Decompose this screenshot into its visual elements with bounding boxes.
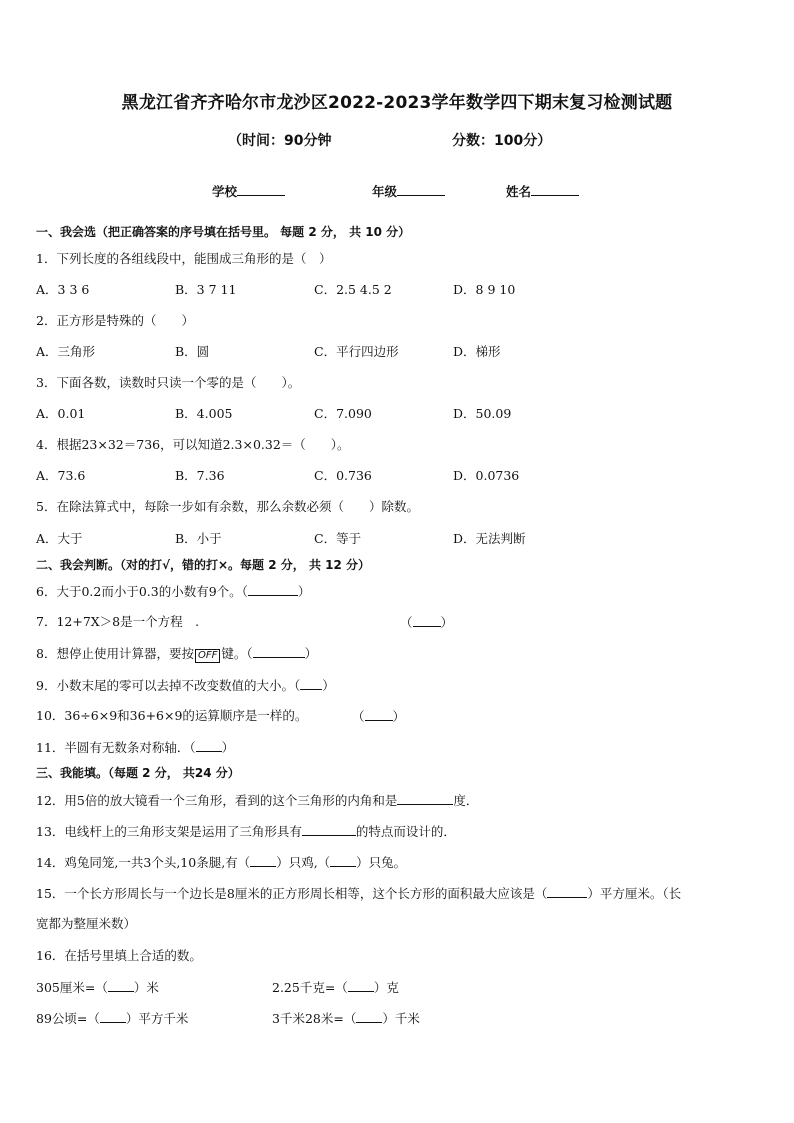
q16a-text-post: ）米 (133, 980, 159, 995)
grade-label: 年级 (372, 184, 398, 199)
q1-option-b: B．3 7 11 (175, 282, 237, 297)
exam-time: （时间：90分钟 (228, 133, 332, 149)
q1-option-a: A．3 3 6 (36, 282, 90, 297)
question-10-close: ） (392, 709, 406, 724)
question-3: 3．下面各数，读数时只读一个零的是（ ）。 (36, 375, 301, 390)
q16d-text-post: ）千米 (382, 1011, 420, 1026)
q4-option-a: A．73.6 (36, 468, 86, 483)
question-11 (36, 739, 234, 756)
question-15-text: 15．一个长方形周长与一个边长是8厘米的正方形周长相等，这个长方形的面积最大应该是（ (36, 886, 548, 901)
question-12-text: 12．用5倍的放大镜看一个三角形，看到的这个三角形的内角和是 (36, 793, 398, 808)
q3-option-a: A．0.01 (36, 406, 86, 421)
question-10-answer-blank[interactable] (365, 708, 393, 721)
question-15-line2: 宽都为整厘米数） (36, 916, 137, 931)
q4-option-d: D．0.0736 (453, 468, 520, 483)
grade-field (372, 182, 445, 200)
q2-option-a: A．三角形 (36, 344, 96, 359)
q16b-text: 2.25千克=（ (272, 980, 348, 995)
question-15-text-post: ）平方厘米。（长 (587, 886, 682, 901)
name-blank[interactable] (531, 183, 579, 196)
grade-blank[interactable] (397, 183, 445, 196)
question-6 (36, 583, 310, 600)
q1-option-d: D．8 9 10 (453, 282, 516, 297)
q1-option-c: C．2.5 4.5 2 (314, 282, 392, 297)
q2-option-b: B．圆 (175, 344, 210, 359)
question-8-close: ） (304, 646, 318, 661)
q16d-blank[interactable] (356, 1010, 382, 1023)
question-6-text: 6．大于0.2而小于0.3的小数有9个。（ (36, 584, 248, 599)
question-16-item-d (272, 1010, 420, 1027)
question-8-text: 8．想停止使用计算器，要按 (36, 646, 194, 661)
name-label: 姓名 (506, 184, 532, 199)
question-14-text-post: ）只兔。 (356, 855, 407, 870)
q5-option-c: C．等于 (314, 531, 362, 546)
question-7-close: ） (440, 615, 454, 630)
question-8-answer-blank[interactable] (253, 645, 305, 658)
q5-option-a: A．大于 (36, 531, 83, 546)
question-13 (36, 823, 456, 840)
question-14-text: 14．鸡兔同笼,一共3个头,10条腿,有（ (36, 855, 251, 870)
off-key-icon: OFF (195, 649, 220, 663)
q16c-blank[interactable] (100, 1010, 126, 1023)
school-blank[interactable] (237, 183, 285, 196)
question-12-answer-blank[interactable] (397, 792, 453, 805)
question-5: 5．在除法算式中，每除一步如有余数，那么余数必须（ ）除数。 (36, 499, 419, 514)
question-8 (36, 645, 317, 663)
q2-option-d: D．梯形 (453, 344, 501, 359)
question-12-text-post: 度． (453, 793, 479, 808)
question-7-answer-blank[interactable] (413, 614, 441, 627)
question-10-open: （ (352, 709, 365, 724)
question-12 (36, 792, 478, 809)
q4-option-b: B．7.36 (175, 468, 225, 483)
question-14-chicken-blank[interactable] (250, 854, 276, 867)
question-16: 16．在括号里填上合适的数。 (36, 948, 202, 963)
question-15 (36, 885, 681, 902)
section3-heading: 三、我能填。（每题 2 分， 共24 分） (36, 766, 240, 780)
question-9-answer-blank[interactable] (300, 677, 322, 690)
question-10-answer (352, 708, 405, 725)
question-8-text-post: 键。（ (221, 646, 253, 661)
question-7-open: （ (400, 615, 413, 630)
question-7-answer (400, 614, 453, 631)
question-2: 2．正方形是特殊的（ ） (36, 313, 194, 328)
question-6-close: ） (297, 584, 311, 599)
q3-option-d: D．50.09 (453, 406, 512, 421)
question-14 (36, 854, 406, 871)
q5-option-d: D．无法判断 (453, 531, 526, 546)
question-14-rabbit-blank[interactable] (330, 854, 356, 867)
question-6-answer-blank[interactable] (248, 583, 298, 596)
question-13-answer-blank[interactable] (302, 823, 356, 836)
name-field (506, 182, 579, 200)
question-9-text: 9．小数末尾的零可以去掉不改变数值的大小。（ (36, 678, 301, 693)
question-9-close: ） (322, 678, 335, 693)
question-14-text-mid: ）只鸡,（ (276, 855, 331, 870)
question-11-answer-blank[interactable] (196, 739, 222, 752)
exam-score: 分数：100分） (452, 133, 552, 149)
exam-title: 黑龙江省齐齐哈尔市龙沙区2022-2023学年数学四下期末复习检测试题 (121, 93, 673, 113)
q16c-text-post: ）平方千米 (125, 1011, 189, 1026)
school-label: 学校 (212, 184, 238, 199)
question-7: 7．12+7X＞8是一个方程 . (36, 614, 200, 629)
question-16-item-c (36, 1010, 188, 1027)
q3-option-c: C．7.090 (314, 406, 372, 421)
q5-option-b: B．小于 (175, 531, 222, 546)
question-16-item-b (272, 979, 399, 996)
q16c-text: 89公顷=（ (36, 1011, 100, 1026)
section1-heading: 一、我会选（把正确答案的序号填在括号里。 每题 2 分， 共 10 分） (36, 225, 411, 239)
question-16-item-a (36, 979, 159, 996)
q16a-text: 305厘米=（ (36, 980, 108, 995)
question-13-text: 13．电线杆上的三角形支架是运用了三角形具有 (36, 824, 302, 839)
q16b-text-post: ）克 (373, 980, 399, 995)
q16a-blank[interactable] (108, 979, 134, 992)
question-11-close: ） (221, 740, 235, 755)
question-11-text: 11．半圆有无数条对称轴．（ (36, 740, 196, 755)
question-1: 1．下列长度的各组线段中，能围成三角形的是（ ） (36, 251, 332, 266)
q16b-blank[interactable] (348, 979, 374, 992)
question-13-text-post: 的特点而设计的． (355, 824, 456, 839)
school-field (212, 182, 285, 200)
question-4: 4．根据23×32＝736，可以知道2.3×0.32＝（ ）。 (36, 437, 350, 452)
q2-option-c: C．平行四边形 (314, 344, 399, 359)
q16d-text: 3千米28米=（ (272, 1011, 357, 1026)
q4-option-c: C．0.736 (314, 468, 372, 483)
question-10: 10．36÷6×9和36+6×9的运算顺序是一样的。 (36, 708, 308, 723)
q3-option-b: B．4.005 (175, 406, 233, 421)
question-9 (36, 677, 335, 694)
section2-heading: 二、我会判断。（对的打√，错的打×。每题 2 分， 共 12 分） (36, 558, 370, 572)
question-15-answer-blank[interactable] (547, 885, 587, 898)
